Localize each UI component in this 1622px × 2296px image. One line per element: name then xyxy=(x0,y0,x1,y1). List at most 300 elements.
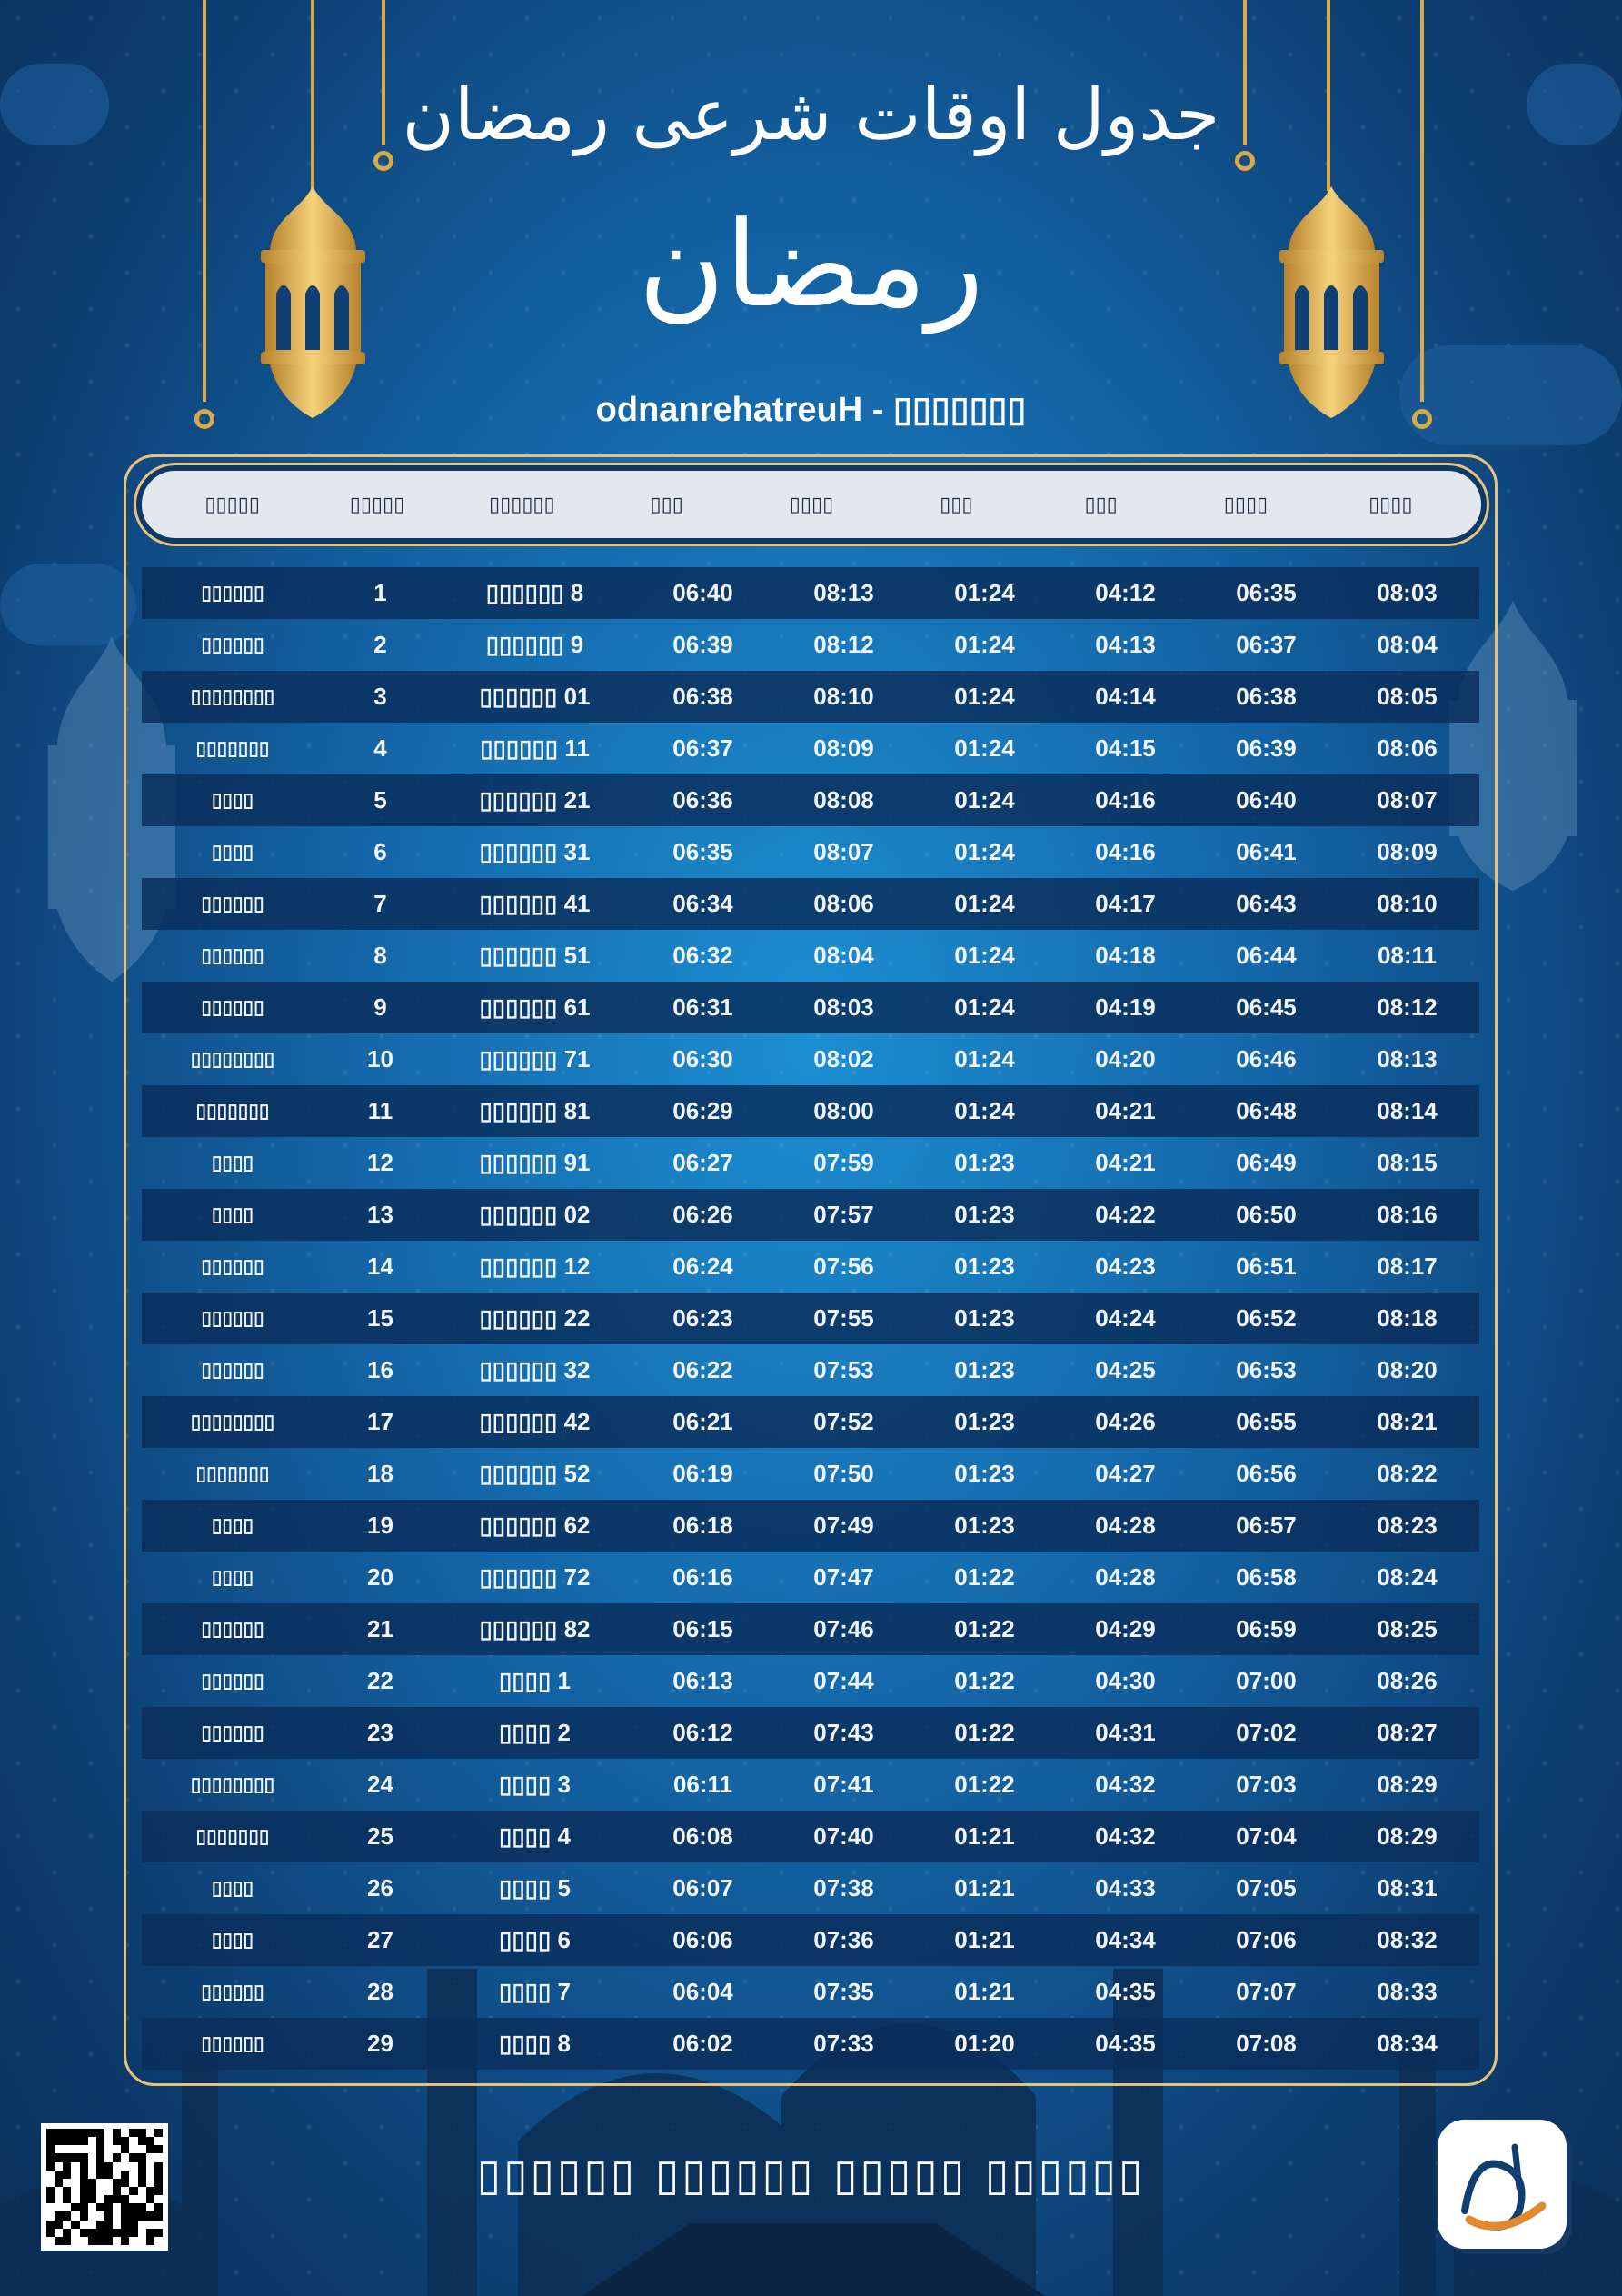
table-cell: 04:12 xyxy=(1095,579,1156,606)
table-cell: 08:17 xyxy=(1377,1253,1438,1280)
table-cell: 01:24 xyxy=(954,579,1015,606)
table-cell: 07:02 xyxy=(1236,1719,1297,1746)
table-row xyxy=(142,1914,1479,1966)
page-title: جدول اوقات شرعی رمضان xyxy=(402,75,1220,156)
table-cell: ▯▯▯▯ 7 xyxy=(499,1978,571,2005)
table-cell: 06:50 xyxy=(1236,1201,1297,1228)
table-cell: 8 xyxy=(373,942,387,969)
table-cell: 04:28 xyxy=(1095,1563,1156,1591)
column-header: ▯▯▯▯ xyxy=(1223,493,1269,516)
table-cell: ▯▯▯▯▯▯ xyxy=(201,945,264,966)
table-cell: 06:40 xyxy=(1236,786,1297,814)
table-cell: 01:21 xyxy=(954,1822,1015,1850)
table-cell: 07:47 xyxy=(813,1563,874,1591)
table-cell: 08:29 xyxy=(1377,1771,1438,1798)
table-cell: ▯▯▯▯▯▯ 52 xyxy=(479,1460,591,1487)
table-cell: 07:43 xyxy=(813,1719,874,1746)
column-header: ▯▯▯▯▯ xyxy=(349,493,405,516)
table-cell: 01:22 xyxy=(954,1771,1015,1798)
table-cell: 04:29 xyxy=(1095,1615,1156,1642)
table-cell: 06:52 xyxy=(1236,1304,1297,1332)
table-cell: 08:07 xyxy=(1377,786,1438,814)
table-cell: 08:18 xyxy=(1377,1304,1438,1332)
table-row xyxy=(142,1603,1479,1655)
table-cell: ▯▯▯▯▯▯ 51 xyxy=(479,942,591,969)
table-cell: 08:02 xyxy=(813,1045,874,1073)
table-cell: ▯▯▯▯▯▯▯ xyxy=(195,738,270,759)
table-cell: 01:22 xyxy=(954,1615,1015,1642)
table-cell: ▯▯▯▯▯▯ xyxy=(201,583,264,604)
table-cell: 25 xyxy=(367,1822,393,1850)
table-row xyxy=(142,567,1479,619)
table-cell: 10 xyxy=(367,1045,393,1073)
table-row xyxy=(142,1862,1479,1914)
table-cell: 14 xyxy=(367,1253,393,1280)
table-cell: ▯▯▯▯▯▯ 82 xyxy=(479,1615,591,1642)
table-cell: 04:31 xyxy=(1095,1719,1156,1746)
table-cell: ▯▯▯▯ xyxy=(211,1515,254,1536)
table-cell: ▯▯▯▯▯▯ 81 xyxy=(479,1097,591,1124)
column-header: ▯▯▯ xyxy=(940,493,973,516)
table-cell: ▯▯▯▯ xyxy=(211,790,254,811)
table-cell: 07:46 xyxy=(813,1615,874,1642)
table-cell: 06:48 xyxy=(1236,1097,1297,1124)
table-cell: 04:26 xyxy=(1095,1408,1156,1435)
table-cell: 3 xyxy=(373,683,387,710)
table-cell: 28 xyxy=(367,1978,393,2005)
table-row xyxy=(142,619,1479,671)
table-cell: 07:52 xyxy=(813,1408,874,1435)
table-cell: 06:53 xyxy=(1236,1356,1297,1383)
table-cell: 08:03 xyxy=(813,993,874,1021)
table-cell: 04:32 xyxy=(1095,1822,1156,1850)
table-cell: 01:23 xyxy=(954,1149,1015,1176)
table-cell: 06:21 xyxy=(672,1408,733,1435)
table-cell: ▯▯▯▯▯▯ xyxy=(201,997,264,1018)
table-cell: ▯▯▯▯ 4 xyxy=(499,1822,571,1850)
table-cell: ▯▯▯▯▯▯ 31 xyxy=(479,838,591,865)
table-cell: 06:31 xyxy=(672,993,733,1021)
table-cell: 06:44 xyxy=(1236,942,1297,969)
table-cell: ▯▯▯▯▯▯ 62 xyxy=(479,1512,591,1539)
table-cell: 04:19 xyxy=(1095,993,1156,1021)
table-cell: ▯▯▯▯▯▯▯▯ xyxy=(190,1774,275,1795)
table-cell: 06:36 xyxy=(672,786,733,814)
table-cell: 01:23 xyxy=(954,1512,1015,1539)
table-cell: 9 xyxy=(373,993,387,1021)
table-cell: 01:24 xyxy=(954,734,1015,762)
table-cell: 01:23 xyxy=(954,1460,1015,1487)
table-cell: ▯▯▯▯ 8 xyxy=(499,2030,571,2057)
table-cell: 07:00 xyxy=(1236,1667,1297,1694)
table-cell: 01:23 xyxy=(954,1201,1015,1228)
table-cell: 01:21 xyxy=(954,1978,1015,2005)
table-cell: 04:15 xyxy=(1095,734,1156,762)
table-cell: 07:36 xyxy=(813,1926,874,1953)
table-cell: ▯▯▯▯▯▯ 72 xyxy=(479,1563,591,1591)
table-cell: ▯▯▯▯▯▯ xyxy=(201,1308,264,1329)
table-cell: 08:15 xyxy=(1377,1149,1438,1176)
table-cell: ▯▯▯▯▯▯ xyxy=(201,1256,264,1277)
table-cell: 04:16 xyxy=(1095,786,1156,814)
table-cell: 1 xyxy=(373,579,387,606)
table-cell: 08:32 xyxy=(1377,1926,1438,1953)
table-cell: 04:18 xyxy=(1095,942,1156,969)
table-cell: 08:27 xyxy=(1377,1719,1438,1746)
table-cell: 08:22 xyxy=(1377,1460,1438,1487)
table-cell: 29 xyxy=(367,2030,393,2057)
table-cell: 04:28 xyxy=(1095,1512,1156,1539)
table-cell: 08:09 xyxy=(1377,838,1438,865)
table-cell: 07:59 xyxy=(813,1149,874,1176)
table-cell: 04:14 xyxy=(1095,683,1156,710)
table-cell: ▯▯▯▯▯▯ xyxy=(201,1671,264,1692)
table-cell: 06:02 xyxy=(672,2030,733,2057)
table-cell: ▯▯▯▯ xyxy=(211,1567,254,1588)
table-row xyxy=(142,1500,1479,1552)
table-cell: 06:12 xyxy=(672,1719,733,1746)
table-cell: 01:24 xyxy=(954,838,1015,865)
table-cell: 08:13 xyxy=(1377,1045,1438,1073)
table-cell: 08:14 xyxy=(1377,1097,1438,1124)
table-cell: 18 xyxy=(367,1460,393,1487)
table-cell: 26 xyxy=(367,1874,393,1902)
table-cell: 07:49 xyxy=(813,1512,874,1539)
table-cell: 06:07 xyxy=(672,1874,733,1902)
table-cell: ▯▯▯▯▯▯▯▯ xyxy=(190,686,275,707)
table-row xyxy=(142,1759,1479,1811)
table-cell: 06:32 xyxy=(672,942,733,969)
table-cell: 06:11 xyxy=(672,1771,733,1798)
table-cell: 16 xyxy=(367,1356,393,1383)
table-cell: 04:34 xyxy=(1095,1926,1156,1953)
table-cell: 07:44 xyxy=(813,1667,874,1694)
table-cell: ▯▯▯▯ xyxy=(211,1878,254,1899)
table-cell: 04:16 xyxy=(1095,838,1156,865)
table-cell: ▯▯▯▯ 6 xyxy=(499,1926,571,1953)
table-cell: 23 xyxy=(367,1719,393,1746)
table-cell: 22 xyxy=(367,1667,393,1694)
table-cell: 06:37 xyxy=(1236,631,1297,658)
table-cell: ▯▯▯▯▯▯ 41 xyxy=(479,890,591,917)
table-cell: 06:58 xyxy=(1236,1563,1297,1591)
table-cell: 06:22 xyxy=(672,1356,733,1383)
table-cell: 07:05 xyxy=(1236,1874,1297,1902)
table-cell: 11 xyxy=(367,1097,393,1124)
table-cell: 12 xyxy=(367,1149,393,1176)
table-cell: 7 xyxy=(373,890,387,917)
table-row xyxy=(142,878,1479,930)
location-label: odnanrehatreuH - ▯▯▯▯▯▯▯ xyxy=(595,391,1027,429)
table-cell: ▯▯▯▯▯▯ 01 xyxy=(479,683,591,710)
table-cell: 01:24 xyxy=(954,683,1015,710)
table-row xyxy=(142,826,1479,878)
table-cell: 06:30 xyxy=(672,1045,733,1073)
table-cell: 01:22 xyxy=(954,1667,1015,1694)
table-cell: 07:07 xyxy=(1236,1978,1297,2005)
table-cell: 08:20 xyxy=(1377,1356,1438,1383)
table-cell: ▯▯▯▯▯▯▯ xyxy=(195,1826,270,1847)
column-header: ▯▯▯ xyxy=(1084,493,1118,516)
table-cell: ▯▯▯▯▯▯ xyxy=(201,1982,264,2002)
table-cell: 01:24 xyxy=(954,631,1015,658)
table-cell: 06:06 xyxy=(672,1926,733,1953)
table-cell: ▯▯▯▯▯▯▯▯ xyxy=(190,1049,275,1070)
table-cell: 08:10 xyxy=(1377,890,1438,917)
table-row xyxy=(142,774,1479,826)
table-cell: 06:46 xyxy=(1236,1045,1297,1073)
table-cell: 06:15 xyxy=(672,1615,733,1642)
column-header: ▯▯▯▯▯▯ xyxy=(489,493,555,516)
table-cell: 07:57 xyxy=(813,1201,874,1228)
table-cell: 04:17 xyxy=(1095,890,1156,917)
table-cell: ▯▯▯▯▯▯ 71 xyxy=(479,1045,591,1073)
table-cell: 01:21 xyxy=(954,1874,1015,1902)
table-cell: ▯▯▯▯▯▯ xyxy=(201,1360,264,1381)
table-cell: 06:38 xyxy=(1236,683,1297,710)
table-cell: 04:25 xyxy=(1095,1356,1156,1383)
table-cell: 08:04 xyxy=(1377,631,1438,658)
column-header: ▯▯▯▯ xyxy=(1368,493,1413,516)
table-cell: 07:40 xyxy=(813,1822,874,1850)
table-cell: ▯▯▯▯ xyxy=(211,842,254,863)
table-cell: 01:24 xyxy=(954,890,1015,917)
table-cell: 06:23 xyxy=(672,1304,733,1332)
table-cell: ▯▯▯▯ xyxy=(211,1930,254,1951)
table-cell: ▯▯▯▯ xyxy=(211,1153,254,1173)
table-cell: 06:49 xyxy=(1236,1149,1297,1176)
table-row xyxy=(142,1655,1479,1707)
ramadan-calligraphy: رمضان xyxy=(638,195,984,334)
column-header: ▯▯▯▯ xyxy=(789,493,834,516)
table-cell: 06:27 xyxy=(672,1149,733,1176)
table-row xyxy=(142,1033,1479,1085)
table-row xyxy=(142,930,1479,982)
table-cell: 13 xyxy=(367,1201,393,1228)
table-cell: ▯▯▯▯▯▯ 21 xyxy=(479,786,591,814)
table-cell: ▯▯▯▯▯▯▯ xyxy=(195,1101,270,1122)
table-cell: 08:10 xyxy=(813,683,874,710)
table-row xyxy=(142,671,1479,723)
column-header: ▯▯▯ xyxy=(650,493,683,516)
table-cell: 27 xyxy=(367,1926,393,1953)
table-cell: ▯▯▯▯▯▯ xyxy=(201,2033,264,2054)
table-cell: 07:03 xyxy=(1236,1771,1297,1798)
table-cell: 01:21 xyxy=(954,1926,1015,1953)
table-cell: 07:50 xyxy=(813,1460,874,1487)
table-row xyxy=(142,1241,1479,1293)
table-cell: 06:08 xyxy=(672,1822,733,1850)
table-cell: 08:04 xyxy=(813,942,874,969)
table-cell: 04:22 xyxy=(1095,1201,1156,1228)
table-cell: 06:29 xyxy=(672,1097,733,1124)
table-cell: 04:35 xyxy=(1095,2030,1156,2057)
table-cell: ▯▯▯▯▯▯ 61 xyxy=(479,993,591,1021)
table-cell: ▯▯▯▯▯▯ 12 xyxy=(479,1253,591,1280)
table-cell: 08:06 xyxy=(813,890,874,917)
table-cell: ▯▯▯▯▯▯ 8 xyxy=(485,579,584,606)
table-cell: 07:56 xyxy=(813,1253,874,1280)
table-row xyxy=(142,1189,1479,1241)
table-cell: 08:00 xyxy=(813,1097,874,1124)
table-cell: 01:24 xyxy=(954,1045,1015,1073)
table-cell: 06:26 xyxy=(672,1201,733,1228)
table-cell: ▯▯▯▯▯▯ xyxy=(201,634,264,655)
table-cell: 08:08 xyxy=(813,786,874,814)
table-cell: 01:24 xyxy=(954,993,1015,1021)
table-cell: 06:51 xyxy=(1236,1253,1297,1280)
footer-text: ▯▯▯▯▯▯ ▯▯▯▯▯▯ ▯▯▯▯▯ ▯▯▯▯▯▯ xyxy=(476,2150,1146,2201)
table-cell: 01:23 xyxy=(954,1253,1015,1280)
table-cell: 15 xyxy=(367,1304,393,1332)
table-cell: 08:11 xyxy=(1377,942,1438,969)
table-cell: 06:34 xyxy=(672,890,733,917)
table-cell: 01:24 xyxy=(954,786,1015,814)
table-cell: ▯▯▯▯▯▯▯ xyxy=(195,1463,270,1484)
table-cell: 08:09 xyxy=(813,734,874,762)
table-cell: 04:32 xyxy=(1095,1771,1156,1798)
table-cell: 07:08 xyxy=(1236,2030,1297,2057)
table-cell: 08:31 xyxy=(1377,1874,1438,1902)
table-cell: 07:55 xyxy=(813,1304,874,1332)
table-cell: 06:16 xyxy=(672,1563,733,1591)
table-cell: 04:13 xyxy=(1095,631,1156,658)
table-cell: ▯▯▯▯ 3 xyxy=(499,1771,571,1798)
table-cell: 06:13 xyxy=(672,1667,733,1694)
table-cell: ▯▯▯▯ xyxy=(211,1204,254,1225)
table-cell: ▯▯▯▯ 1 xyxy=(499,1667,571,1694)
table-cell: 08:34 xyxy=(1377,2030,1438,2057)
table-cell: ▯▯▯▯▯▯ 11 xyxy=(480,734,590,762)
table-cell: 17 xyxy=(367,1408,393,1435)
table-cell: ▯▯▯▯▯▯ xyxy=(201,1619,264,1640)
table-cell: 08:12 xyxy=(1377,993,1438,1021)
table-cell: 08:29 xyxy=(1377,1822,1438,1850)
table-cell: 04:23 xyxy=(1095,1253,1156,1280)
table-row xyxy=(142,982,1479,1033)
table-cell: 01:23 xyxy=(954,1356,1015,1383)
table-cell: 06:55 xyxy=(1236,1408,1297,1435)
table-cell: 01:23 xyxy=(954,1304,1015,1332)
table-cell: 04:21 xyxy=(1095,1149,1156,1176)
table-cell: ▯▯▯▯▯▯ 02 xyxy=(479,1201,591,1228)
table-cell: 04:33 xyxy=(1095,1874,1156,1902)
table-cell: 06:59 xyxy=(1236,1615,1297,1642)
column-header: ▯▯▯▯▯ xyxy=(204,493,260,516)
table-cell: ▯▯▯▯▯▯ 22 xyxy=(479,1304,591,1332)
table-cell: 04:27 xyxy=(1095,1460,1156,1487)
table-cell: 04:20 xyxy=(1095,1045,1156,1073)
table-cell: 06:45 xyxy=(1236,993,1297,1021)
table-cell: ▯▯▯▯▯▯ xyxy=(201,1722,264,1743)
table-row xyxy=(142,723,1479,774)
table-cell: 06:18 xyxy=(672,1512,733,1539)
table-cell: 07:33 xyxy=(813,2030,874,2057)
table-cell: 08:12 xyxy=(813,631,874,658)
table-cell: 5 xyxy=(373,786,387,814)
table-row xyxy=(142,1137,1479,1189)
table-cell: 06:40 xyxy=(672,579,733,606)
table-cell: 07:04 xyxy=(1236,1822,1297,1850)
table-cell: 01:22 xyxy=(954,1563,1015,1591)
table-cell: 01:24 xyxy=(954,1097,1015,1124)
table-cell: 06:39 xyxy=(672,631,733,658)
table-cell: 01:23 xyxy=(954,1408,1015,1435)
table-cell: 01:20 xyxy=(954,2030,1015,2057)
table-cell: 19 xyxy=(367,1512,393,1539)
table-cell: 01:24 xyxy=(954,942,1015,969)
table-cell: 06:39 xyxy=(1236,734,1297,762)
table-cell: 6 xyxy=(373,838,387,865)
table-cell: 06:43 xyxy=(1236,890,1297,917)
table-cell: 04:24 xyxy=(1095,1304,1156,1332)
table-cell: ▯▯▯▯ 5 xyxy=(499,1874,571,1902)
table-cell: 08:33 xyxy=(1377,1978,1438,2005)
table-cell: 08:03 xyxy=(1377,579,1438,606)
cloud-decoration xyxy=(0,564,136,645)
table-cell: 07:41 xyxy=(813,1771,874,1798)
table-row xyxy=(142,1707,1479,1759)
table-cell: ▯▯▯▯▯▯ 32 xyxy=(479,1356,591,1383)
table-cell: ▯▯▯▯▯▯ 91 xyxy=(479,1149,591,1176)
table-cell: 08:25 xyxy=(1377,1615,1438,1642)
table-cell: 4 xyxy=(373,734,387,762)
table-cell: 04:35 xyxy=(1095,1978,1156,2005)
table-row xyxy=(142,1293,1479,1344)
table-row xyxy=(142,1396,1479,1448)
table-cell: 08:07 xyxy=(813,838,874,865)
table-cell: 08:13 xyxy=(813,579,874,606)
table-row xyxy=(142,1448,1479,1500)
table-cell: 2 xyxy=(373,631,387,658)
table-cell: ▯▯▯▯▯▯ 42 xyxy=(479,1408,591,1435)
table-cell: 06:04 xyxy=(672,1978,733,2005)
table-row xyxy=(142,1552,1479,1603)
table-cell: 06:56 xyxy=(1236,1460,1297,1487)
table-cell: 20 xyxy=(367,1563,393,1591)
table-row xyxy=(142,1811,1479,1862)
table-cell: 08:24 xyxy=(1377,1563,1438,1591)
table-cell: 08:16 xyxy=(1377,1201,1438,1228)
table-cell: ▯▯▯▯▯▯▯▯ xyxy=(190,1412,275,1433)
table-cell: 01:22 xyxy=(954,1719,1015,1746)
table-cell: 08:05 xyxy=(1377,683,1438,710)
table-cell: 06:35 xyxy=(672,838,733,865)
table-row xyxy=(142,2018,1479,2070)
table-cell: 21 xyxy=(367,1615,393,1642)
table-cell: 07:38 xyxy=(813,1874,874,1902)
table-cell: ▯▯▯▯ 2 xyxy=(499,1719,571,1746)
table-cell: 06:38 xyxy=(672,683,733,710)
table-row xyxy=(142,1344,1479,1396)
table-row xyxy=(142,1085,1479,1137)
table-cell: 07:35 xyxy=(813,1978,874,2005)
table-cell: 06:35 xyxy=(1236,579,1297,606)
calligraphy-logo-icon xyxy=(1438,2120,1567,2249)
table-cell: 08:26 xyxy=(1377,1667,1438,1694)
table-cell: 08:21 xyxy=(1377,1408,1438,1435)
table-cell: ▯▯▯▯▯▯ xyxy=(201,893,264,914)
table-header xyxy=(136,465,1487,544)
table-cell: 07:06 xyxy=(1236,1926,1297,1953)
table-cell: 06:57 xyxy=(1236,1512,1297,1539)
table-cell: 06:37 xyxy=(672,734,733,762)
table-cell: 08:06 xyxy=(1377,734,1438,762)
table-cell: 04:30 xyxy=(1095,1667,1156,1694)
table-row xyxy=(142,1966,1479,2018)
timetable xyxy=(142,567,1479,2070)
table-cell: ▯▯▯▯▯▯ 9 xyxy=(485,631,584,658)
